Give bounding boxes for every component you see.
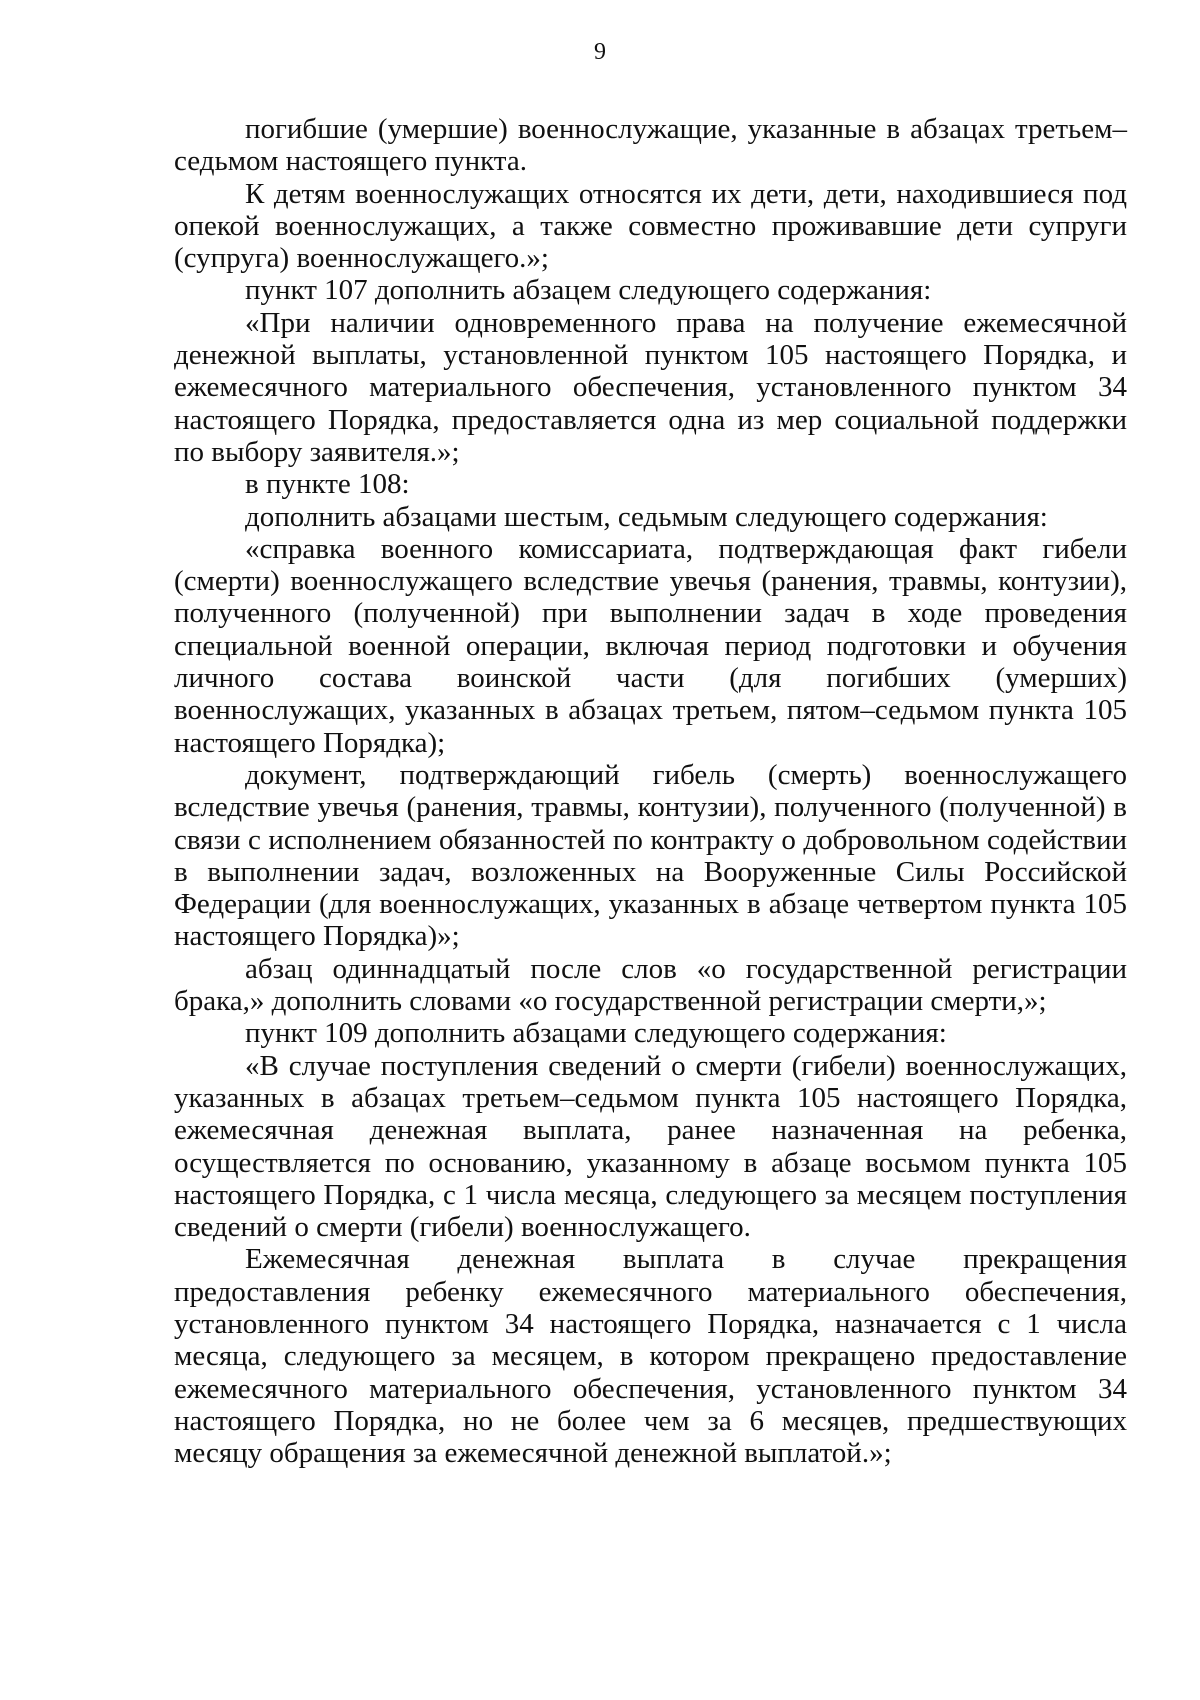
paragraph: Ежемесячная денежная выплата в случае прекращения предоставления ребенку ежемесячного материального обеспечения, установленного пунктом 34 настоящего Порядка, назначается с 1 числа месяца, следующего за месяцем, в котором прекращено предоставление ежемесячного материального обеспечения, установленного пунктом 34 настоящего Порядка, но не более чем за 6 месяцев, предшествующих месяцу обращения за ежемесячной денежной выплатой.»; (174, 1243, 1127, 1470)
document-body (174, 113, 1127, 1469)
page-number: 9 (594, 39, 606, 65)
paragraph: пункт 109 дополнить абзацами следующего содержания: (245, 1017, 947, 1050)
paragraph: документ, подтверждающий гибель (смерть) военнослужащего вследствие увечья (ранения, травмы, контузии), полученного (полученной) в связи с исполнением обязанностей по контракту о добровольном содействии в выполнении задач, возложенных на Вооруженные Силы Российской Федерации (для военнослужащих, указанных в абзаце четвертом пункта 105 настоящего Порядка)»; (174, 758, 1127, 953)
paragraph: К детям военнослужащих относятся их дети, дети, находившиеся под опекой военнослужащих, а также совместно проживавшие дети супруги (супруга) военнослужащего.»; (174, 177, 1127, 275)
paragraph: погибшие (умершие) военнослужащие, указанные в абзацах третьем–седьмом настоящего пункта. (174, 113, 1127, 178)
paragraph: пункт 107 дополнить абзацем следующего содержания: (245, 274, 932, 307)
paragraph: дополнить абзацами шестым, седьмым следующего содержания: (245, 500, 1048, 533)
paragraph: «При наличии одновременного права на получение ежемесячной денежной выплаты, установленной пунктом 105 настоящего Порядка, и ежемесячного материального обеспечения, установленного пунктом 34 настоящего Порядка, предоставляется одна из мер социальной поддержки по выбору заявителя.»; (174, 306, 1127, 468)
paragraph: в пункте 108: (245, 468, 410, 501)
paragraph: «В случае поступления сведений о смерти (гибели) военнослужащих, указанных в абзацах третьем–седьмом пункта 105 настоящего Порядка, ежемесячная денежная выплата, ранее назначенная на ребенка, осуществляется по основанию, указанному в абзаце восьмом пункта 105 настоящего Порядка, с 1 числа месяца, следующего за месяцем поступления сведений о смерти (гибели) военнослужащего. (174, 1049, 1127, 1244)
paragraph: «справка военного комиссариата, подтверждающая факт гибели (смерти) военнослужащего вследствие увечья (ранения, травмы, контузии), полученного (полученной) при выполнении задач в ходе проведения специальной военной операции, включая период подготовки и обучения личного состава воинской части (для погибших (умерших) военнослужащих, указанных в абзацах третьем, пятом–седьмом пункта 105 настоящего Порядка); (174, 532, 1127, 759)
paragraph: абзац одиннадцатый после слов «о государственной регистрации брака,» дополнить словами «о государственной регистрации смерти,»; (174, 952, 1127, 1018)
